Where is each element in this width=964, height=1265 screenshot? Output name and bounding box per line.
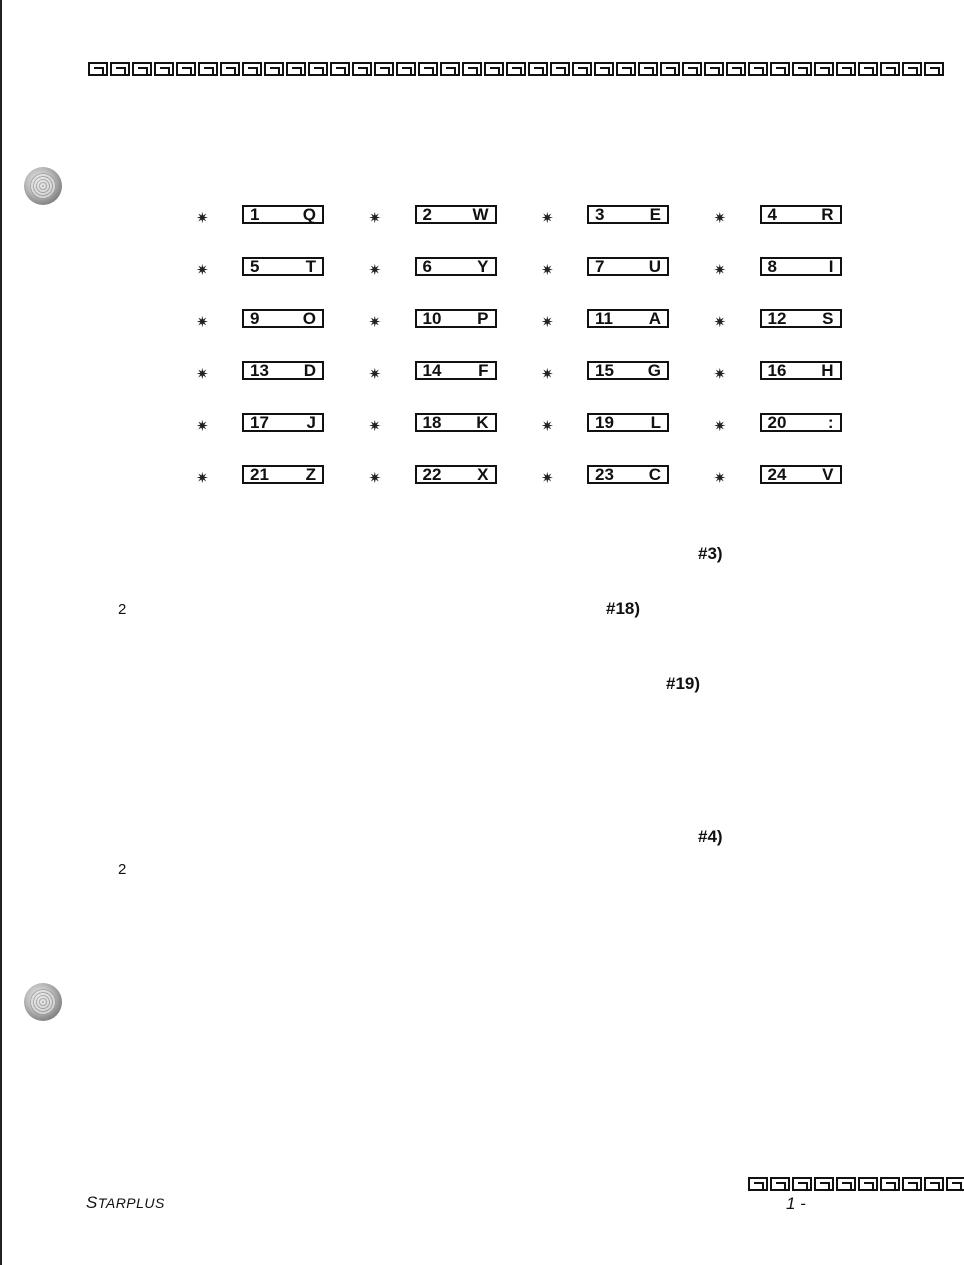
greek-key-unit bbox=[726, 62, 746, 76]
key-label-box bbox=[760, 413, 842, 432]
led-indicator-icon: ✷ bbox=[541, 313, 554, 331]
greek-key-unit bbox=[242, 62, 262, 76]
key-number: 10 bbox=[422, 309, 442, 328]
greek-key-unit bbox=[946, 1177, 964, 1191]
greek-key-unit bbox=[902, 62, 922, 76]
greek-key-unit bbox=[110, 62, 130, 76]
key-number: 16 bbox=[767, 361, 787, 380]
greek-key-border-bottom bbox=[748, 1177, 964, 1191]
key-label-box bbox=[415, 309, 497, 328]
led-indicator-icon: ✷ bbox=[541, 209, 554, 227]
led-indicator-icon: ✷ bbox=[713, 313, 727, 331]
key-label-box bbox=[587, 257, 669, 276]
greek-key-unit bbox=[462, 62, 482, 76]
key-label-box bbox=[587, 361, 669, 380]
led-indicator-icon: ✷ bbox=[196, 469, 209, 487]
left-margin-rule bbox=[0, 0, 2, 1265]
key-label-box bbox=[587, 205, 669, 224]
greek-key-border-top bbox=[88, 62, 946, 76]
key-label-box bbox=[587, 309, 669, 328]
greek-key-unit bbox=[418, 62, 438, 76]
key-number: 11 bbox=[595, 309, 613, 328]
key-label-box bbox=[242, 465, 324, 484]
key-letter: Y bbox=[477, 257, 489, 276]
key-number: 8 bbox=[767, 257, 777, 276]
key-label-box bbox=[587, 413, 669, 432]
key-label-box bbox=[415, 413, 497, 432]
greek-key-unit bbox=[748, 1177, 768, 1191]
key-label-box bbox=[760, 205, 842, 224]
greek-key-unit bbox=[836, 62, 856, 76]
key-number: 15 bbox=[595, 361, 614, 380]
led-indicator-icon: ✷ bbox=[196, 417, 209, 435]
key-number: 6 bbox=[422, 257, 432, 276]
greek-key-unit bbox=[638, 62, 658, 76]
keypad-row bbox=[196, 309, 886, 361]
led-indicator-icon: ✷ bbox=[368, 209, 382, 227]
keypad-key bbox=[369, 361, 542, 413]
keypad-key bbox=[196, 309, 369, 361]
key-label-box bbox=[415, 205, 497, 224]
keypad-key bbox=[541, 205, 714, 257]
led-indicator-icon: ✷ bbox=[196, 365, 209, 383]
key-letter: R bbox=[821, 205, 834, 224]
greek-key-unit bbox=[836, 1177, 856, 1191]
led-indicator-icon: ✷ bbox=[368, 365, 382, 383]
keypad-diagram bbox=[196, 205, 886, 517]
keypad-key bbox=[541, 465, 714, 517]
greek-key-unit bbox=[594, 62, 614, 76]
keypad-key bbox=[369, 257, 542, 309]
key-number: 17 bbox=[250, 413, 269, 432]
binder-hole-icon bbox=[24, 167, 62, 205]
greek-key-unit bbox=[396, 62, 416, 76]
greek-key-unit bbox=[880, 62, 900, 76]
key-letter: T bbox=[305, 257, 316, 276]
key-label-box bbox=[242, 361, 324, 380]
led-indicator-icon: ✷ bbox=[196, 313, 209, 331]
keypad-row bbox=[196, 205, 886, 257]
key-label-box bbox=[415, 465, 497, 484]
key-number: 21 bbox=[250, 465, 269, 484]
led-indicator-icon: ✷ bbox=[541, 469, 554, 487]
greek-key-unit bbox=[308, 62, 328, 76]
greek-key-unit bbox=[176, 62, 196, 76]
key-letter: C bbox=[648, 465, 661, 484]
greek-key-unit bbox=[792, 62, 812, 76]
keypad-key bbox=[714, 205, 887, 257]
keypad-key bbox=[196, 205, 369, 257]
greek-key-unit bbox=[660, 62, 680, 76]
footer-brand: STARPLUS bbox=[86, 1193, 165, 1212]
greek-key-unit bbox=[506, 62, 526, 76]
reference-label: #18) bbox=[606, 599, 641, 618]
greek-key-unit bbox=[814, 1177, 834, 1191]
key-letter: X bbox=[477, 465, 489, 484]
key-letter: J bbox=[306, 413, 316, 432]
keypad-key bbox=[196, 257, 369, 309]
greek-key-unit bbox=[880, 1177, 900, 1191]
greek-key-unit bbox=[550, 62, 570, 76]
greek-key-unit bbox=[264, 62, 284, 76]
key-letter: H bbox=[821, 361, 834, 380]
key-number: 24 bbox=[767, 465, 787, 484]
led-indicator-icon: ✷ bbox=[713, 261, 727, 279]
reference-label: #4) bbox=[698, 827, 723, 846]
key-number: 22 bbox=[422, 465, 442, 484]
key-letter: Z bbox=[305, 465, 316, 484]
key-letter: V bbox=[822, 465, 834, 484]
key-number: 23 bbox=[595, 465, 614, 484]
led-indicator-icon: ✷ bbox=[713, 365, 727, 383]
led-indicator-icon: ✷ bbox=[713, 469, 727, 487]
keypad-key bbox=[541, 413, 714, 465]
keypad-row bbox=[196, 257, 886, 309]
led-indicator-icon: ✷ bbox=[368, 261, 382, 279]
key-letter: Q bbox=[302, 205, 316, 224]
greek-key-unit bbox=[484, 62, 504, 76]
keypad-key bbox=[196, 361, 369, 413]
key-number: 18 bbox=[422, 413, 442, 432]
keypad-key bbox=[369, 465, 542, 517]
greek-key-unit bbox=[770, 62, 790, 76]
keypad-key bbox=[714, 413, 887, 465]
keypad-key bbox=[714, 309, 887, 361]
key-label-box bbox=[242, 257, 324, 276]
key-label-box bbox=[760, 309, 842, 328]
key-letter: W bbox=[472, 205, 489, 224]
reference-label: #3) bbox=[698, 544, 723, 563]
led-indicator-icon: ✷ bbox=[541, 365, 554, 383]
keypad-row bbox=[196, 465, 886, 517]
key-number: 2 bbox=[422, 205, 432, 224]
key-number: 12 bbox=[767, 309, 787, 328]
greek-key-unit bbox=[704, 62, 724, 76]
greek-key-unit bbox=[792, 1177, 812, 1191]
key-label-box bbox=[242, 413, 324, 432]
key-letter: L bbox=[650, 413, 661, 432]
key-number: 7 bbox=[595, 257, 605, 276]
keypad-key bbox=[196, 465, 369, 517]
keypad-key bbox=[541, 257, 714, 309]
greek-key-unit bbox=[198, 62, 218, 76]
keypad-key bbox=[714, 361, 887, 413]
key-label-box bbox=[242, 205, 324, 224]
reference-label: #19) bbox=[666, 674, 701, 693]
greek-key-unit bbox=[440, 62, 460, 76]
keypad-key bbox=[541, 309, 714, 361]
key-letter: D bbox=[303, 361, 316, 380]
key-letter: K bbox=[476, 413, 489, 432]
key-number: 1 bbox=[250, 205, 260, 224]
greek-key-unit bbox=[154, 62, 174, 76]
greek-key-unit bbox=[858, 62, 878, 76]
key-letter: E bbox=[649, 205, 661, 224]
key-number: 5 bbox=[250, 257, 260, 276]
greek-key-unit bbox=[374, 62, 394, 76]
greek-key-unit bbox=[528, 62, 548, 76]
greek-key-unit bbox=[770, 1177, 790, 1191]
key-number: 19 bbox=[595, 413, 614, 432]
greek-key-unit bbox=[220, 62, 240, 76]
page-number: 1 - bbox=[786, 1194, 806, 1213]
keypad-row bbox=[196, 361, 886, 413]
keypad-key bbox=[714, 465, 887, 517]
greek-key-unit bbox=[572, 62, 592, 76]
key-number: 14 bbox=[422, 361, 442, 380]
key-number: 9 bbox=[250, 309, 260, 328]
keypad-key bbox=[714, 257, 887, 309]
key-number: 4 bbox=[767, 205, 777, 224]
key-label-box bbox=[760, 257, 842, 276]
key-letter: : bbox=[827, 413, 834, 432]
key-number: 20 bbox=[767, 413, 787, 432]
key-label-box bbox=[760, 361, 842, 380]
greek-key-unit bbox=[616, 62, 636, 76]
led-indicator-icon: ✷ bbox=[368, 417, 382, 435]
keypad-row bbox=[196, 413, 886, 465]
greek-key-unit bbox=[748, 62, 768, 76]
key-label-box bbox=[760, 465, 842, 484]
greek-key-unit bbox=[352, 62, 372, 76]
step-number: 2 bbox=[118, 601, 127, 618]
key-letter: P bbox=[477, 309, 489, 328]
greek-key-unit bbox=[330, 62, 350, 76]
greek-key-unit bbox=[682, 62, 702, 76]
greek-key-unit bbox=[902, 1177, 922, 1191]
key-letter: G bbox=[647, 361, 661, 380]
keypad-key bbox=[369, 413, 542, 465]
led-indicator-icon: ✷ bbox=[368, 469, 382, 487]
key-label-box bbox=[587, 465, 669, 484]
keypad-key bbox=[369, 205, 542, 257]
binder-hole-icon bbox=[24, 983, 62, 1021]
key-letter: A bbox=[648, 309, 661, 328]
key-letter: U bbox=[648, 257, 661, 276]
key-letter: S bbox=[822, 309, 834, 328]
led-indicator-icon: ✷ bbox=[541, 261, 554, 279]
led-indicator-icon: ✷ bbox=[196, 209, 209, 227]
greek-key-unit bbox=[924, 62, 944, 76]
keypad-key bbox=[369, 309, 542, 361]
greek-key-unit bbox=[858, 1177, 878, 1191]
key-letter: F bbox=[478, 361, 489, 380]
led-indicator-icon: ✷ bbox=[541, 417, 554, 435]
led-indicator-icon: ✷ bbox=[368, 313, 382, 331]
greek-key-unit bbox=[286, 62, 306, 76]
led-indicator-icon: ✷ bbox=[713, 209, 727, 227]
greek-key-unit bbox=[132, 62, 152, 76]
key-number: 3 bbox=[595, 205, 605, 224]
greek-key-unit bbox=[924, 1177, 944, 1191]
keypad-key bbox=[541, 361, 714, 413]
key-label-box bbox=[415, 257, 497, 276]
led-indicator-icon: ✷ bbox=[713, 417, 727, 435]
led-indicator-icon: ✷ bbox=[196, 261, 209, 279]
key-label-box bbox=[415, 361, 497, 380]
key-letter: I bbox=[828, 257, 834, 276]
greek-key-unit bbox=[814, 62, 834, 76]
key-number: 13 bbox=[250, 361, 269, 380]
key-label-box bbox=[242, 309, 324, 328]
key-letter: O bbox=[302, 309, 316, 328]
greek-key-unit bbox=[88, 62, 108, 76]
keypad-key bbox=[196, 413, 369, 465]
step-number: 2 bbox=[118, 861, 127, 878]
